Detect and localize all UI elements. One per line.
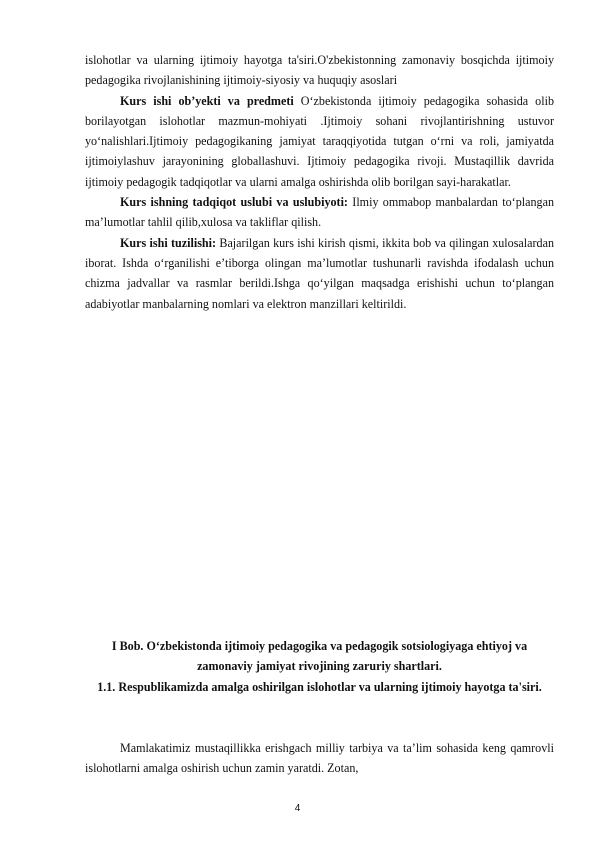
subject-text: O‘zbekistonda ijtimoiy pedagogika sohasida olib borilayotgan islohotlar mazmun-mohiyati .Ijtimoiy sohani rivojlantirishning ustuvor yo‘nalishlari.Ijtimoiy pedagogikaning jamiyat taraqqiyotida tutgan o‘rni va roli, jamiyatda ijtimoiylashuv jarayonining globallashuvi. Ijtimoiy pedagogika rivoji. Mustaqillik davrida ijtimoiy pedagogik tadqiqotlar va ularni amalga oshirishda olib borilgan sayi-harakatlar. — [85, 93, 554, 189]
structure-label: Kurs ishi tuzilishi: — [120, 235, 217, 250]
structure-paragraph — [85, 233, 554, 314]
subject-paragraph — [85, 91, 554, 192]
chapter-body-block — [85, 738, 554, 779]
chapter-title: I Bob. O‘zbekistonda ijtimoiy pedagogika va pedagogik sotsiologiyaga ehtiyoj va zamonaviy jamiyat rivojining zaruriy shartlari. — [111, 639, 528, 674]
chapter-heading-block — [85, 636, 554, 697]
structure-text: Bajarilgan kurs ishi kirish qismi, ikkita bob va qilingan xulosalardan iborat. Ishda o‘rganilishi e’tiborga olingan ma’lumotlar tushunarli ravishda ifodalash uchun chizma jadvallar va rasmlar berildi.Ishga qo‘yilgan maqsadga erishishi uchun to‘plangan adabiyotlar manbalarning nomlari va elektron manzillari keltirildi. — [85, 235, 554, 311]
section-title: 1.1. Respublikamizda amalga oshirilgan islohotlar va ularning ijtimoiy hayotga ta'siri. — [97, 679, 542, 694]
method-label: Kurs ishning tadqiqot uslubi va uslubiyoti: — [120, 195, 348, 210]
intro-text-block — [85, 50, 554, 314]
method-paragraph — [85, 192, 554, 233]
chapter-body-paragraph: Mamlakatimiz mustaqillikka erishgach milliy tarbiya va ta’lim sohasida keng qamrovli islohotlarni amalga oshirish uchun zamin yaratdi. Zotan, — [85, 741, 554, 776]
page-number: 4 — [294, 803, 301, 814]
topic-paragraph-continuation: islohotlar va ularning ijtimoiy hayotga ta'siri.O'zbekistonning zamonaviy bosqichda ijtimoiy pedagogika rivojlanishining ijtimoiy-siyosiy va huquqiy asoslari — [85, 53, 554, 88]
method-text: Ilmiy ommabop manbalardan to‘plangan ma’lumotlar tahlil qilib,xulosa va takliflar qilish. — [85, 195, 554, 230]
subject-label: Kurs ishi ob’yekti va predmeti — [120, 93, 294, 108]
